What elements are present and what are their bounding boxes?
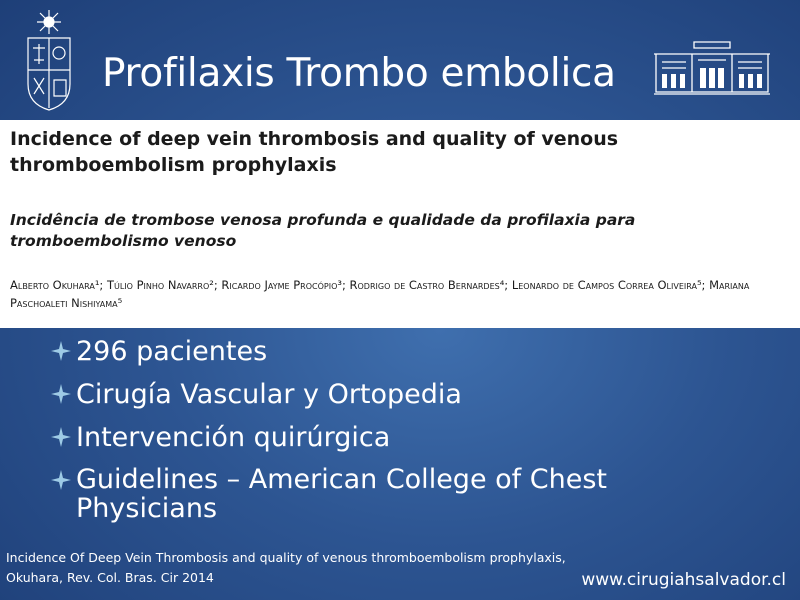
four-point-star-icon: [50, 340, 72, 362]
citation-line-2: Okuhara, Rev. Col. Bras. Cir 2014: [6, 570, 214, 585]
bullet-text: Cirugía Vascular y Ortopedia: [76, 379, 462, 410]
four-point-star-icon: [50, 383, 72, 405]
hospital-building-icon: [652, 38, 772, 96]
four-point-star-icon: [50, 469, 72, 491]
bullet-item: [50, 379, 750, 410]
website-url: www.cirugiahsalvador.cl: [581, 570, 786, 590]
paper-title: Incidence of deep vein thrombosis and quality of venous thromboembolism prophylaxis: [10, 128, 619, 176]
bullet-text: Guidelines – American College of Chest Physicians: [76, 464, 607, 524]
bullet-item: [50, 336, 750, 367]
four-point-star-icon: [50, 426, 72, 448]
university-crest-icon: [24, 8, 74, 112]
bullet-item: [50, 422, 750, 453]
bullet-list: [50, 336, 750, 535]
slide-title: Profilaxis Trombo embolica: [102, 51, 616, 96]
bullet-text: Intervención quirúrgica: [76, 422, 391, 453]
citation-line-1: Incidence Of Deep Vein Thrombosis and quality of venous thromboembolism prophylaxis,: [6, 550, 566, 565]
citation: [6, 548, 626, 588]
bullet-item: [50, 465, 750, 523]
paper-header-image: [0, 120, 800, 328]
paper-authors: Alberto Okuhara¹; Túlio Pinho Navarro²; Ricardo Jayme Procópio³; Rodrigo de Castro Bernardes⁴; Leonardo de Campos Correa Oliveira⁵; Mariana Paschoaleti Nishiyama⁵: [10, 278, 750, 310]
bullet-text: 296 pacientes: [76, 336, 268, 367]
paper-subtitle: Incidência de trombose venosa profunda e qualidade da profilaxia para tromboembolismo venoso: [10, 211, 636, 250]
